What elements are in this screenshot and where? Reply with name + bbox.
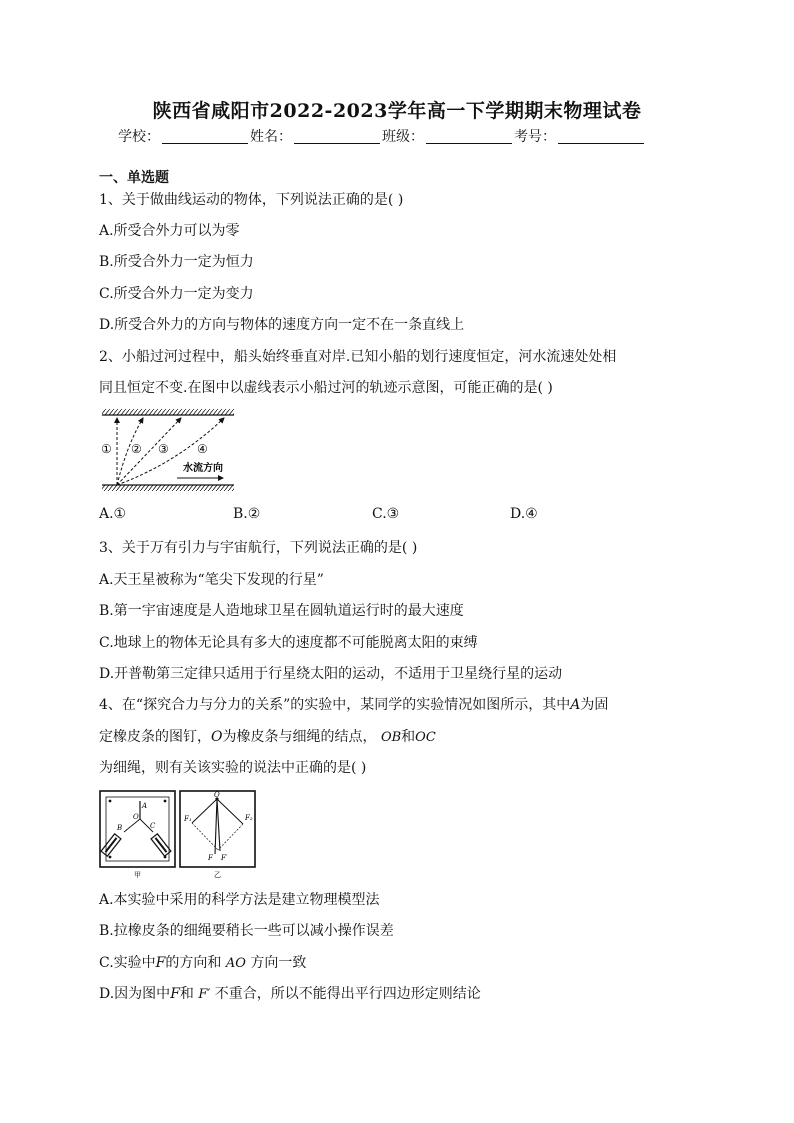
fig-label-o-yi: O [214, 791, 220, 799]
q1-stem: 1、关于做曲线运动的物体，下列说法正确的是( ) [99, 192, 404, 208]
label-1: ① [101, 442, 112, 456]
q4-option-d-text: D.因为图中 [99, 986, 171, 1002]
school-blank [162, 129, 248, 144]
symbol-f: F [155, 955, 166, 971]
class-label: 班级： [382, 129, 424, 145]
symbol-f-prime: F′ [198, 987, 211, 1002]
name-blank [294, 129, 380, 144]
q4-option-d [99, 983, 481, 1003]
q4-stem-line1 [99, 694, 608, 714]
symbol-o: O [211, 729, 223, 745]
q4-option-c-text: 的方向和 [165, 955, 222, 971]
fig-label-f2: F₂ [245, 814, 253, 822]
q4-option-b: B.拉橡皮条的细绳要稍长一些可以减小操作误差 [99, 923, 394, 939]
q2-option-d: D.④ [510, 506, 538, 522]
q4-stem-text: 为橡皮条与细绳的结点， [222, 729, 377, 745]
force-f1 [192, 799, 217, 823]
q4-option-a: A.本实验中采用的科学方法是建立物理模型法 [99, 892, 380, 908]
fig-label-f-prime: F′ [221, 854, 228, 862]
student-info-row [118, 126, 646, 146]
force-experiment-figure [97, 788, 279, 880]
q4-option-c-text: 方向一致 [250, 955, 307, 971]
number-label: 考号： [514, 129, 556, 145]
q4-option-d-text: 和 [179, 986, 194, 1002]
q3-option-a: A.天王星被称为“笔尖下发现的行星” [99, 572, 324, 588]
flow-direction-label: 水流方向 [183, 463, 223, 474]
force-f [215, 799, 217, 854]
q4-stem-line3: 为细绳，则有关该实验的说法中正确的是( ) [99, 760, 367, 776]
fig-label-a: A [142, 802, 148, 810]
q2-option-a: A.① [99, 506, 127, 522]
q3-stem: 3、关于万有引力与宇宙航行，下列说法正确的是( ) [99, 540, 418, 556]
q4-stem-text: 4、在“探究合力与分力的关系”的实验中，某同学的实验情况如图所示，其中 [99, 697, 571, 713]
q1-option-c: C.所受合外力一定为变力 [99, 286, 254, 302]
path-3 [117, 418, 181, 485]
symbol-a: A [570, 697, 581, 713]
fig-label-c: C [150, 822, 156, 830]
label-2: ② [131, 442, 142, 456]
force-f-prime [217, 799, 220, 851]
top-bank [102, 409, 234, 415]
q1-option-b: B.所受合外力一定为恒力 [99, 254, 254, 270]
q4-option-c-text: C.实验中 [99, 955, 156, 971]
symbol-f: F [170, 986, 180, 1002]
q1-option-d: D.所受合外力的方向与物体的速度方向一定不在一条直线上 [99, 317, 465, 333]
fig-label-f1: F₁ [184, 815, 192, 823]
symbol-oc: OC [415, 730, 436, 745]
section-heading: 一、单选题 [99, 170, 169, 186]
q1-option-a: A.所受合外力可以为零 [99, 223, 240, 239]
q2-stem-line1: 2、小船过河过程中，船头始终垂直对岸.已知小船的划行速度恒定，河水流速处处相 [99, 349, 617, 365]
symbol-ao: AO [225, 956, 246, 971]
force-f2 [217, 799, 243, 824]
q2-options [99, 506, 699, 526]
q4-stem-text: 为固 [580, 697, 609, 713]
fig-label-jia: 甲 [134, 871, 141, 879]
bottom-bank [102, 485, 234, 491]
label-4: ④ [197, 442, 208, 456]
q3-option-b: B.第一宇宙速度是人造地球卫星在圆轨道运行时的最大速度 [99, 603, 464, 619]
q3-option-c: C.地球上的物体无论具有多大的速度都不可能脱离太阳的束缚 [99, 635, 478, 651]
fig-label-f: F [208, 854, 213, 862]
class-blank [426, 129, 512, 144]
q2-option-c: C.③ [372, 506, 400, 522]
number-blank [558, 129, 644, 144]
q3-option-d: D.开普勒第三定律只适用于行星绕太阳的运动，不适用于卫星绕行星的运动 [99, 666, 563, 682]
exam-title: 陕西省咸阳市2022-2023学年高一下学期期末物理试卷 [152, 100, 642, 122]
river-crossing-figure [97, 405, 242, 497]
q4-option-c [99, 952, 306, 972]
q4-stem-text: 定橡皮条的图钉， [99, 729, 211, 745]
school-label: 学校： [118, 129, 160, 145]
q2-stem-line2: 同且恒定不变.在图中以虚线表示小船过河的轨迹示意图，可能正确的是( ) [99, 380, 553, 396]
q4-stem-line2 [99, 726, 436, 746]
q2-option-b: B.② [233, 506, 261, 522]
name-label: 姓名： [250, 129, 292, 145]
label-3: ③ [158, 442, 169, 456]
q4-stem-text: 和 [401, 729, 416, 745]
fig-label-yi: 乙 [214, 871, 221, 879]
fig-label-b: B [117, 824, 123, 832]
q4-option-d-text: 不重合，所以不能得出平行四边形定则结论 [214, 986, 481, 1002]
fig-label-o-jia: O [133, 813, 139, 821]
symbol-ob: OB [380, 730, 402, 745]
